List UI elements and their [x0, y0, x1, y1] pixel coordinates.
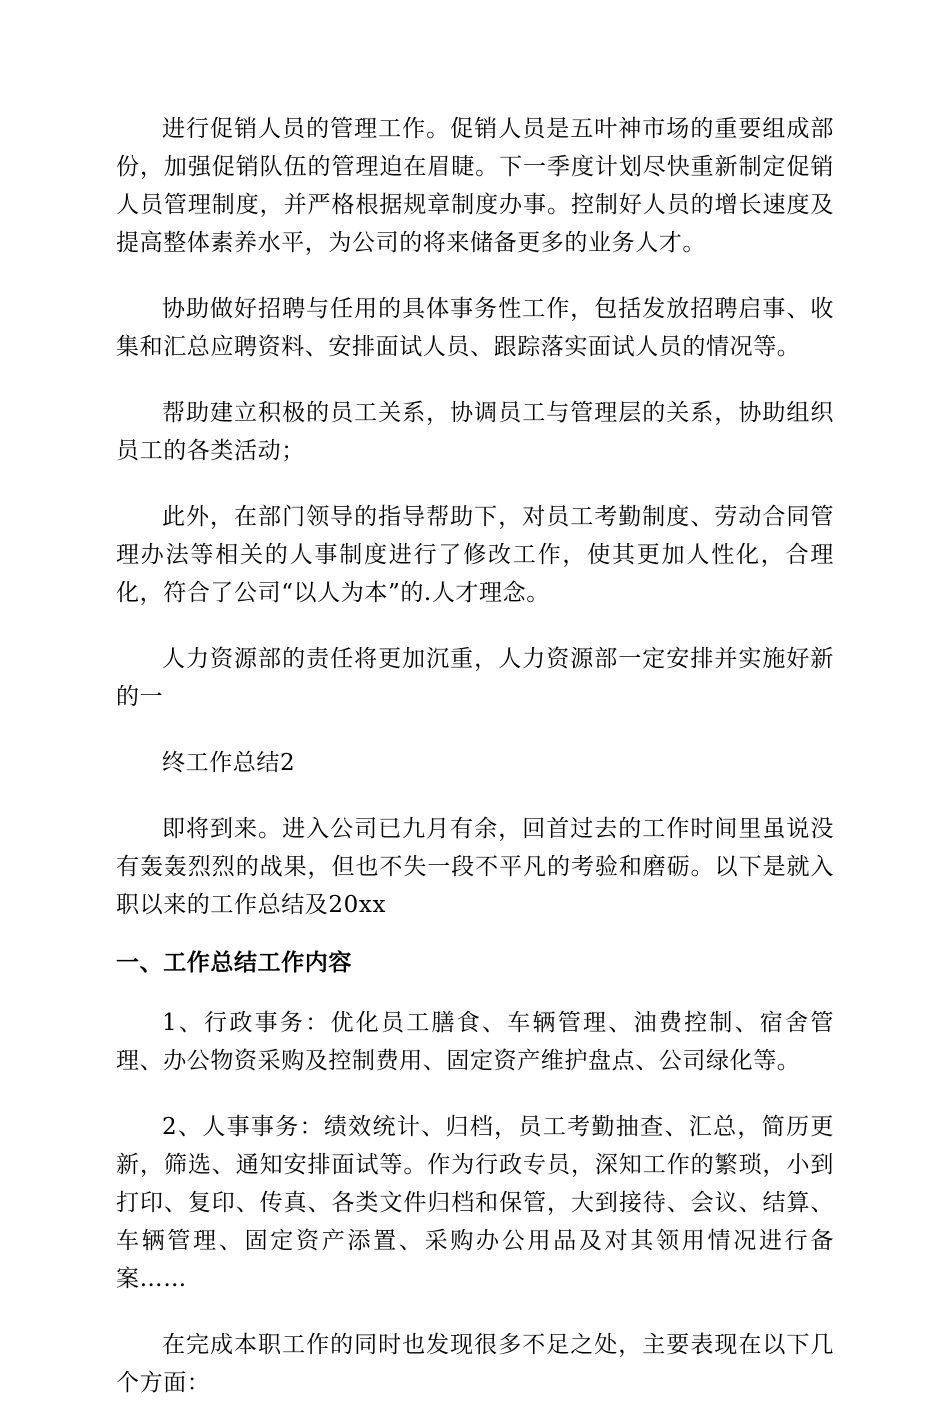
paragraph-summary-title: 终工作总结2	[162, 750, 296, 776]
paragraph-recruitment: 协助做好招聘与任用的具体事务性工作，包括发放招聘启事、收集和汇总应聘资料、安排面试人员、跟踪落实面试人员的情况等。	[116, 296, 834, 360]
paragraph-intro: 即将到来。进入公司已九月有余，回首过去的工作时间里虽说没有轰轰烈烈的战果，但也不失一段不平凡的考验和磨砺。以下是就入职以来的工作总结及20xx	[116, 816, 834, 918]
paragraph-policy-revision: 此外，在部门领导的指导帮助下，对员工考勤制度、劳动合同管理办法等相关的人事制度进行了修改工作，使其更加人性化，合理化，符合了公司“以人为本”的.人才理念。	[116, 504, 834, 606]
paragraph-hr-responsibility: 人力资源部的责任将更加沉重，人力资源部一定安排并实施好新的一	[116, 646, 834, 710]
paragraph-admin-affairs: 1、行政事务：优化员工膳食、车辆管理、油费控制、宿舍管理、办公物资采购及控制费用、固定资产维护盘点、公司绿化等。	[116, 1010, 834, 1074]
paragraph-shortcomings: 在完成本职工作的同时也发现很多不足之处，主要表现在以下几个方面：	[116, 1332, 834, 1396]
section-heading: 一、工作总结工作内容	[116, 950, 352, 976]
paragraph-promotion-staff: 进行促销人员的管理工作。促销人员是五叶神市场的重要组成部份，加强促销队伍的管理迫在眉睫。下一季度计划尽快重新制定促销人员管理制度，并严格根据规章制度办事。控制好人员的增长速度及提高整体素养水平，为公司的将来储备更多的业务人才。	[116, 116, 834, 256]
paragraph-personnel-affairs: 2、人事事务：绩效统计、归档，员工考勤抽查、汇总，简历更新，筛选、通知安排面试等。作为行政专员，深知工作的繁琐，小到打印、复印、传真、各类文件归档和保管，大到接待、会议、结算、车辆管理、固定资产添置、采购办公用品及对其领用情况进行备案……	[116, 1114, 834, 1292]
paragraph-employee-relations: 帮助建立积极的员工关系，协调员工与管理层的关系，协助组织员工的各类活动；	[116, 400, 834, 464]
